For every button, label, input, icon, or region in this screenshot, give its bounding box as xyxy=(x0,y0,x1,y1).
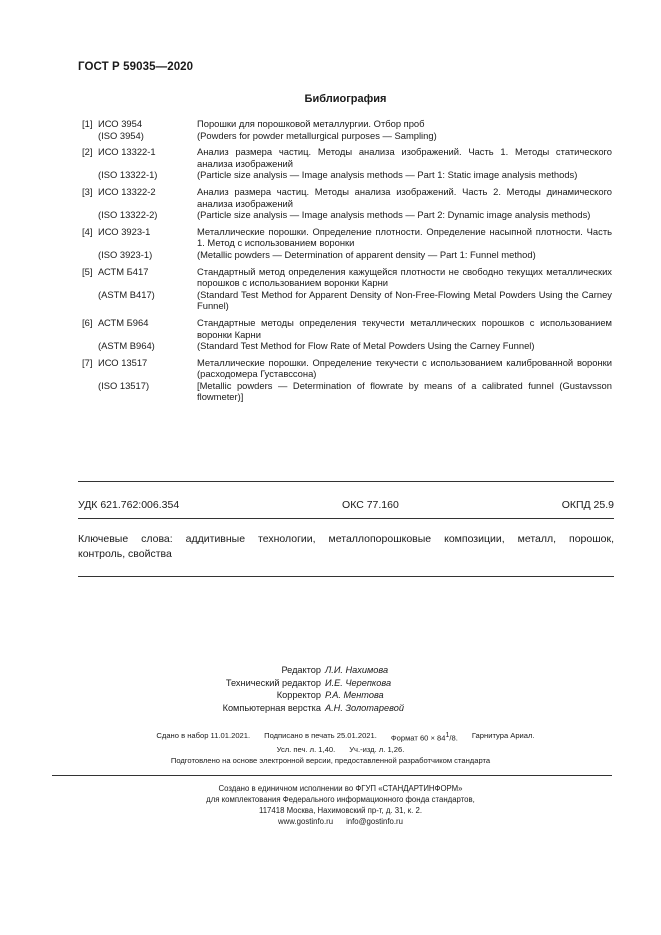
credit-role: Компьютерная верстка xyxy=(222,702,321,713)
keyword-word: аддитивные xyxy=(185,533,246,545)
printed-sheets: Усл. печ. л. 1,40. xyxy=(276,744,336,754)
standard-id-header: ГОСТ Р 59035—2020 xyxy=(78,61,194,73)
paper-format: Формат 60 × 841/8. xyxy=(390,732,458,743)
bibliography-entry xyxy=(82,266,612,312)
entry-code: ИСО 13322-2 xyxy=(98,185,156,197)
print-info-row-2 xyxy=(0,744,661,755)
entry-intl-code: (ASTM B417) xyxy=(98,288,155,300)
keywords-block xyxy=(78,532,614,562)
credit-name: Р.А. Ментова xyxy=(325,690,384,701)
credit-row xyxy=(0,664,661,677)
bibliography-list xyxy=(82,118,612,408)
entry-intl-code: (ISO 13322-2) xyxy=(98,209,158,221)
credit-name: А.Н. Золотаревой xyxy=(325,702,404,713)
print-info-row-1 xyxy=(0,730,661,744)
divider-middle xyxy=(78,518,614,519)
email-link[interactable]: info@gostinfo.ru xyxy=(346,817,403,826)
bibliography-title: Библиография xyxy=(304,93,387,105)
entry-intl-code: (ISO 13322-1) xyxy=(98,169,158,181)
classification-row xyxy=(78,499,614,511)
entry-intl-title: [Metallic powders — Determination of flowrate by means of a calibrated funnel (Gustavsson flowmeter)] xyxy=(197,379,612,403)
entry-code: АСТМ Б417 xyxy=(98,265,149,277)
bibliography-entry xyxy=(82,357,612,403)
credit-row xyxy=(0,702,661,715)
print-info-block xyxy=(0,730,661,766)
entry-code: ИСО 3954 xyxy=(98,118,143,129)
entry-title: Порошки для порошковой металлургии. Отбор проб xyxy=(197,118,425,129)
entry-number: [3] xyxy=(82,185,93,197)
divider-bottom xyxy=(78,576,614,577)
entry-intl-code: (ISO 3954) xyxy=(98,129,144,141)
entry-number: [4] xyxy=(82,225,93,237)
entry-title: Металлические порошки. Определение текучести с использованием калиброванной воронки (расходомера Густавссона) xyxy=(197,356,612,380)
keyword-word: слова: xyxy=(141,533,173,545)
typeface: Гарнитура Ариал. xyxy=(471,731,535,740)
oks-code: ОКС 77.160 xyxy=(342,499,399,511)
udk-code: УДК 621.762:006.354 xyxy=(78,499,180,511)
entry-title: Анализ размера частиц. Методы анализа изображений. Часть 2. Методы динамического анализа изображений xyxy=(197,185,612,209)
submitted-date: Сдано в набор 11.01.2021. xyxy=(156,731,251,740)
entry-number: [7] xyxy=(82,356,93,368)
bibliography-entry xyxy=(82,118,612,141)
credits-block xyxy=(0,664,661,714)
entry-number: [5] xyxy=(82,265,93,277)
entry-number: [1] xyxy=(82,118,93,129)
entry-title: Анализ размера частиц. Методы анализа изображений. Часть 1. Методы статического анализа изображений xyxy=(197,146,612,169)
format-prefix: Формат 60 × 84 xyxy=(390,733,446,743)
okpd-code: ОКПД 25.9 xyxy=(561,499,614,511)
entry-intl-title: (Metallic powders — Determination of apparent density — Part 1: Funnel method) xyxy=(197,248,536,260)
publisher-block xyxy=(0,783,661,827)
publisher-address: 117418 Москва, Нахимовский пр-т, д. 31, к. 2. xyxy=(258,806,423,815)
entry-intl-code: (ISO 13517) xyxy=(98,379,150,391)
keywords-line-1 xyxy=(78,532,614,547)
credit-role: Технический редактор xyxy=(225,677,321,688)
entry-intl-title: (Particle size analysis — Image analysis methods — Part 2: Dynamic image analysis methods) xyxy=(197,209,591,221)
signed-date: Подписано в печать 25.01.2021. xyxy=(264,731,377,740)
entry-number: [6] xyxy=(82,316,93,328)
prepared-note: Подготовлено на основе электронной версии, предоставленной разработчиком стандарта xyxy=(170,755,491,765)
entry-number: [2] xyxy=(82,146,93,158)
entry-title: Стандартные методы определения текучести металлических порошков с использованием воронки Карни xyxy=(197,316,612,340)
entry-title: Стандартный метод определения кажущейся плотности не свободно текущих металлических порошков с использованием воронки Карни xyxy=(197,265,612,289)
publisher-line-2: для комплектования Федерального информационного фонда стандартов, xyxy=(206,795,475,804)
entry-code: ИСО 3923-1 xyxy=(98,225,151,237)
credit-role: Редактор xyxy=(281,665,321,675)
bibliography-entry xyxy=(82,186,612,221)
credit-name: И.Е. Черепкова xyxy=(325,677,392,688)
divider-top xyxy=(78,481,614,482)
entry-intl-code: (ISO 3923-1) xyxy=(98,248,153,260)
keyword-word: металлопорошковые xyxy=(328,533,432,545)
credit-role: Корректор xyxy=(276,690,321,701)
keyword-word: композиции, xyxy=(444,533,505,545)
divider-publisher xyxy=(52,775,612,776)
entry-intl-title: (Standard Test Method for Flow Rate of Metal Powders Using the Carney Funnel) xyxy=(197,340,535,352)
credit-name: Л.И. Нахимова xyxy=(325,665,389,675)
entry-code: ИСО 13517 xyxy=(98,356,148,368)
credit-row xyxy=(0,689,661,702)
format-fraction-num: 1 xyxy=(445,732,450,739)
credit-row xyxy=(0,677,661,690)
bibliography-entry xyxy=(82,317,612,352)
format-fraction-den: /8 xyxy=(449,733,456,743)
keyword-word: Ключевые xyxy=(78,533,129,545)
website-link[interactable]: www.gostinfo.ru xyxy=(278,817,334,826)
keywords-line-2: контроль, свойства xyxy=(78,548,172,560)
publisher-contacts xyxy=(20,816,661,827)
keyword-word: технологии, xyxy=(258,533,316,545)
entry-intl-code: (ASTM B964) xyxy=(98,340,155,352)
keyword-word: порошок, xyxy=(569,533,614,545)
publisher-sheets: Уч.-изд. л. 1,26. xyxy=(349,744,405,754)
keyword-word: металл, xyxy=(517,533,557,545)
entry-title: Металлические порошки. Определение плотности. Определение насыпной плотности. Часть 1. Метод с использованием воронки xyxy=(197,225,612,249)
bibliography-entry xyxy=(82,226,612,261)
entry-intl-title: (Standard Test Method for Apparent Density of Non-Free-Flowing Metal Powders Using the Carney Funnel) xyxy=(197,288,612,312)
entry-intl-title: (Powders for powder metallurgical purposes — Sampling) xyxy=(197,129,437,141)
entry-intl-title: (Particle size analysis — Image analysis methods — Part 1: Static image analysis methods) xyxy=(197,169,578,181)
bibliography-entry xyxy=(82,146,612,181)
publisher-line-1: Создано в единичном исполнении во ФГУП «СТАНДАРТИНФОРМ» xyxy=(218,784,463,793)
entry-code: ИСО 13322-1 xyxy=(98,146,156,158)
entry-code: АСТМ Б964 xyxy=(98,316,149,328)
